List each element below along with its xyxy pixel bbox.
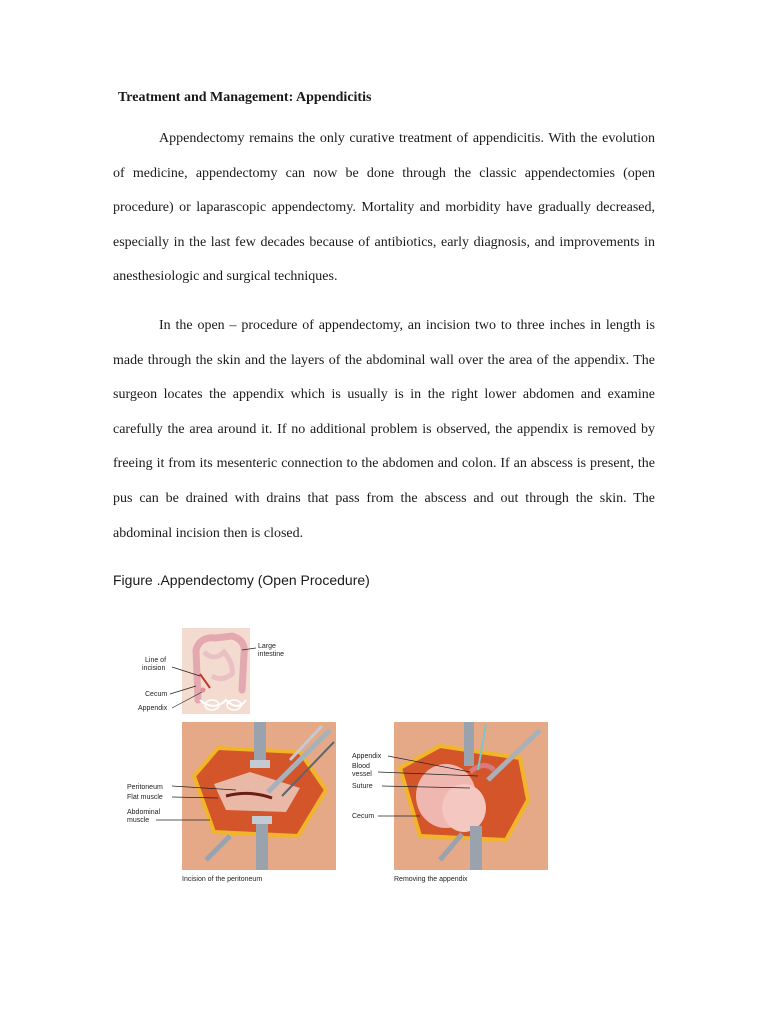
- abdomen-diagram: [138, 628, 284, 714]
- paragraph-1: Appendectomy remains the only curative treatment of appendicitis. With the evolution of medicine, appendectomy can now be done through the classic appendectomies (open procedure) or laparascopic appendectomy. Mortality and morbidity have gradually decreased, especially in the last few decades because of antibiotics, early diagnosis, and improvements in anesthesiologic and surgical techniques.: [113, 131, 655, 285]
- paragraph-2: In the open – procedure of appendectomy, an incision two to three inches in length is made through the skin and the layers of the abdominal wall over the area of the appendix. The surgeon locates the appendix which is usually is in the right lower abdomen and examine carefully the area around it. If no additional problem is observed, the appendix is removed by freeing it from its mesenteric connection to the abdomen and colon. If an abscess is present, the pus can be drained with drains that pass from the abscess and out through the skin. The abdominal incision then is closed.: [113, 318, 655, 541]
- label-blood-vessel-1: Blood: [352, 763, 370, 770]
- label-line-of-incision-2: incision: [142, 665, 166, 672]
- label-abdominal-muscle-2: muscle: [127, 817, 150, 824]
- label-cecum-right: Cecum: [352, 813, 375, 820]
- incision-panel: [127, 722, 336, 883]
- label-large-intestine-2: intestine: [258, 651, 285, 658]
- label-abdominal-muscle-1: Abdominal: [127, 809, 161, 816]
- caption-incision: Incision of the peritoneum: [182, 876, 263, 883]
- label-appendix-top: Appendix: [138, 705, 168, 712]
- label-blood-vessel-2: vessel: [352, 771, 372, 778]
- label-suture: Suture: [352, 783, 373, 790]
- label-line-of-incision-1: Line of: [145, 657, 167, 664]
- label-cecum-top: Cecum: [145, 691, 168, 698]
- document-title: Treatment and Management: Appendicitis: [118, 90, 372, 105]
- figure-caption: Figure .Appendectomy (Open Procedure): [113, 572, 370, 588]
- caption-removal: Removing the appendix: [394, 876, 468, 883]
- label-large-intestine-1: Large: [258, 643, 276, 650]
- label-flat-muscle: Flat muscle: [127, 794, 163, 801]
- label-appendix-right: Appendix: [352, 753, 382, 760]
- label-peritoneum: Peritoneum: [127, 784, 163, 791]
- removal-panel: [352, 722, 548, 883]
